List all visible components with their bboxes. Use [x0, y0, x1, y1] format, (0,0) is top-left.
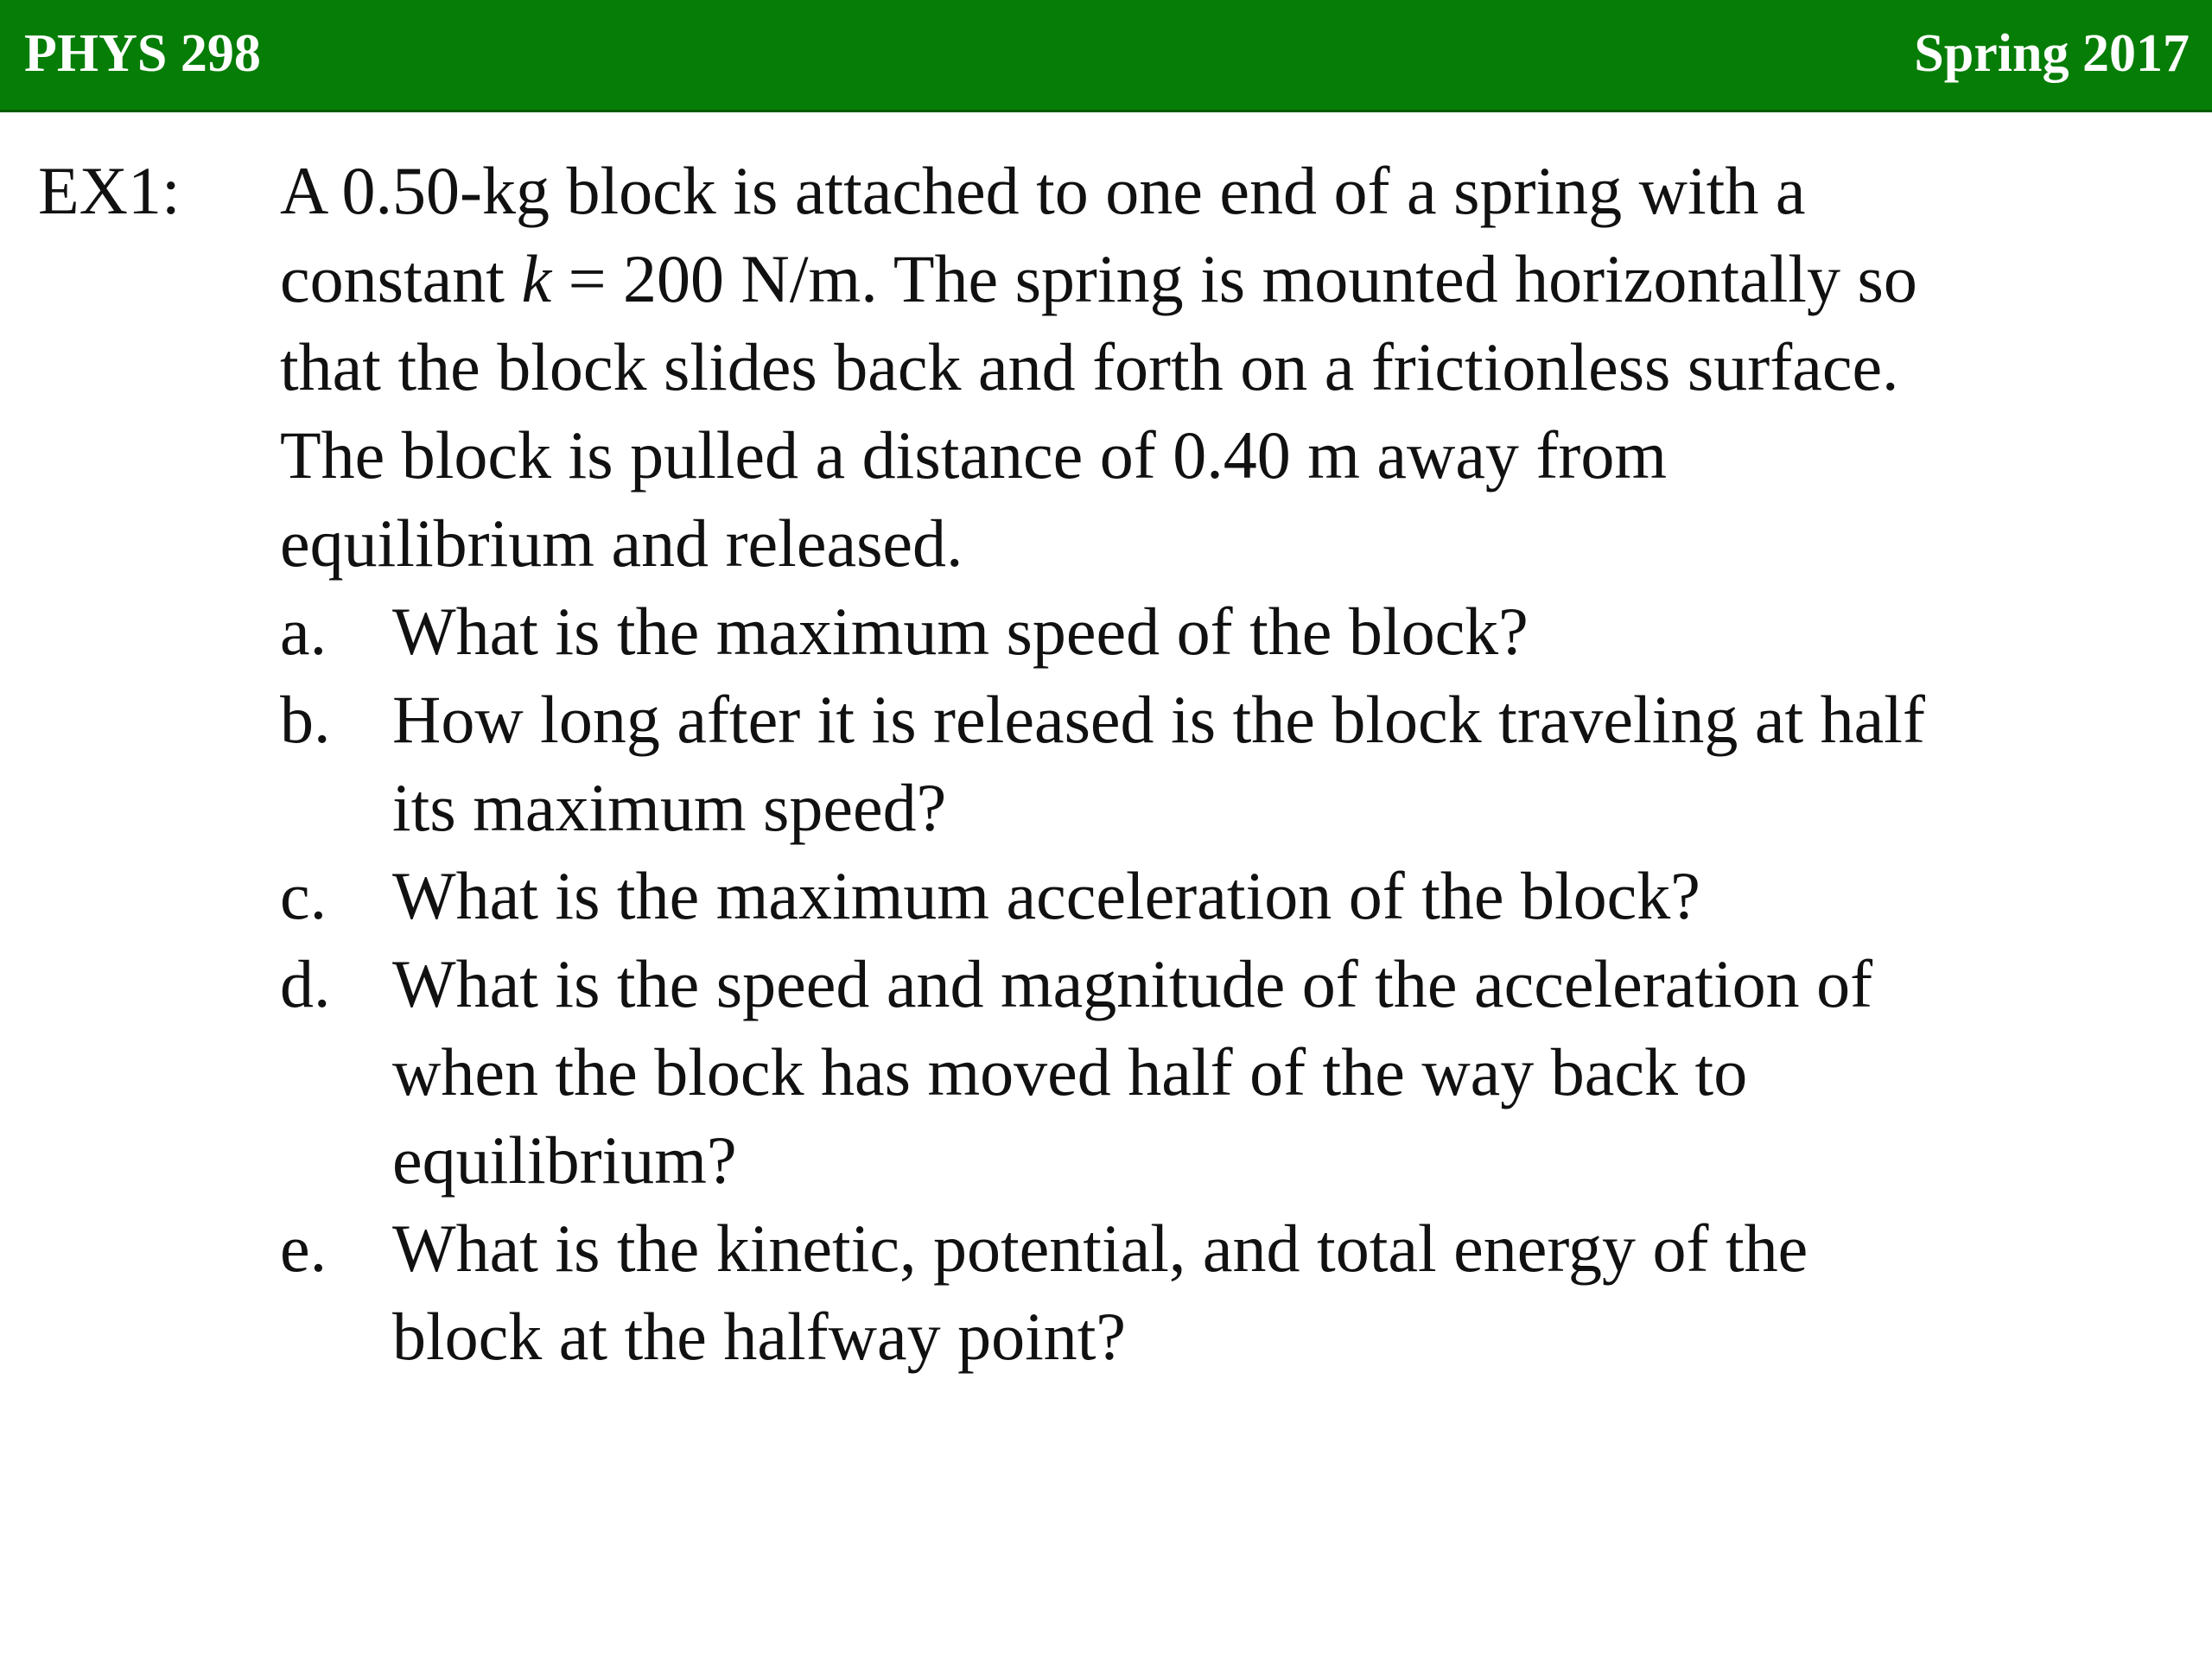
- question-line: How long after it is released is the block traveling at half: [392, 682, 1925, 757]
- problem-line: that the block slides back and forth on a frictionless surface.: [280, 329, 1899, 404]
- question-line: its maximum speed?: [392, 770, 947, 845]
- question-line: equilibrium?: [392, 1122, 737, 1198]
- question-line: What is the maximum speed of the block?: [392, 594, 1529, 669]
- question-item: [280, 676, 2138, 852]
- problem-line: [280, 235, 2112, 323]
- question-list: [280, 588, 2138, 1381]
- question-text: [392, 852, 2138, 940]
- spring-constant-variable: k: [521, 241, 552, 316]
- question-line: block at the halfway point?: [392, 1299, 1127, 1374]
- question-line: What is the kinetic, potential, and total energy of the: [392, 1211, 1808, 1286]
- problem-line: equilibrium and released.: [280, 505, 963, 581]
- header-bar: [0, 0, 2212, 112]
- course-label: PHYS 298: [24, 24, 261, 83]
- question-item: [280, 852, 2138, 940]
- problem-text-fragment: = 200 N/m. The spring is mounted horizontally so: [551, 241, 1917, 316]
- question-text: [392, 588, 2138, 676]
- question-letter: d.: [280, 946, 331, 1021]
- example-label: EX1:: [38, 153, 181, 228]
- question-text: [392, 676, 2138, 852]
- question-item: [280, 1205, 2138, 1381]
- question-text: [392, 1205, 2138, 1381]
- question-line: What is the speed and magnitude of the acceleration of: [392, 946, 1873, 1021]
- term-label: Spring 2017: [1914, 24, 2190, 83]
- question-item: [280, 588, 2138, 676]
- problem-line: A 0.50-kg block is attached to one end of a spring with a: [280, 153, 1806, 228]
- question-item: [280, 940, 2138, 1205]
- question-letter: a.: [280, 594, 327, 669]
- problem-line: The block is pulled a distance of 0.40 m away from: [280, 417, 1668, 493]
- question-text: [392, 940, 2138, 1205]
- problem-statement: [280, 147, 2112, 588]
- question-letter: b.: [280, 682, 331, 757]
- question-line: What is the maximum acceleration of the block?: [392, 858, 1700, 933]
- question-letter: e.: [280, 1211, 327, 1286]
- problem-text-fragment: constant: [280, 241, 522, 316]
- question-line: when the block has moved half of the way back to: [392, 1034, 1748, 1109]
- question-letter: c.: [280, 858, 327, 933]
